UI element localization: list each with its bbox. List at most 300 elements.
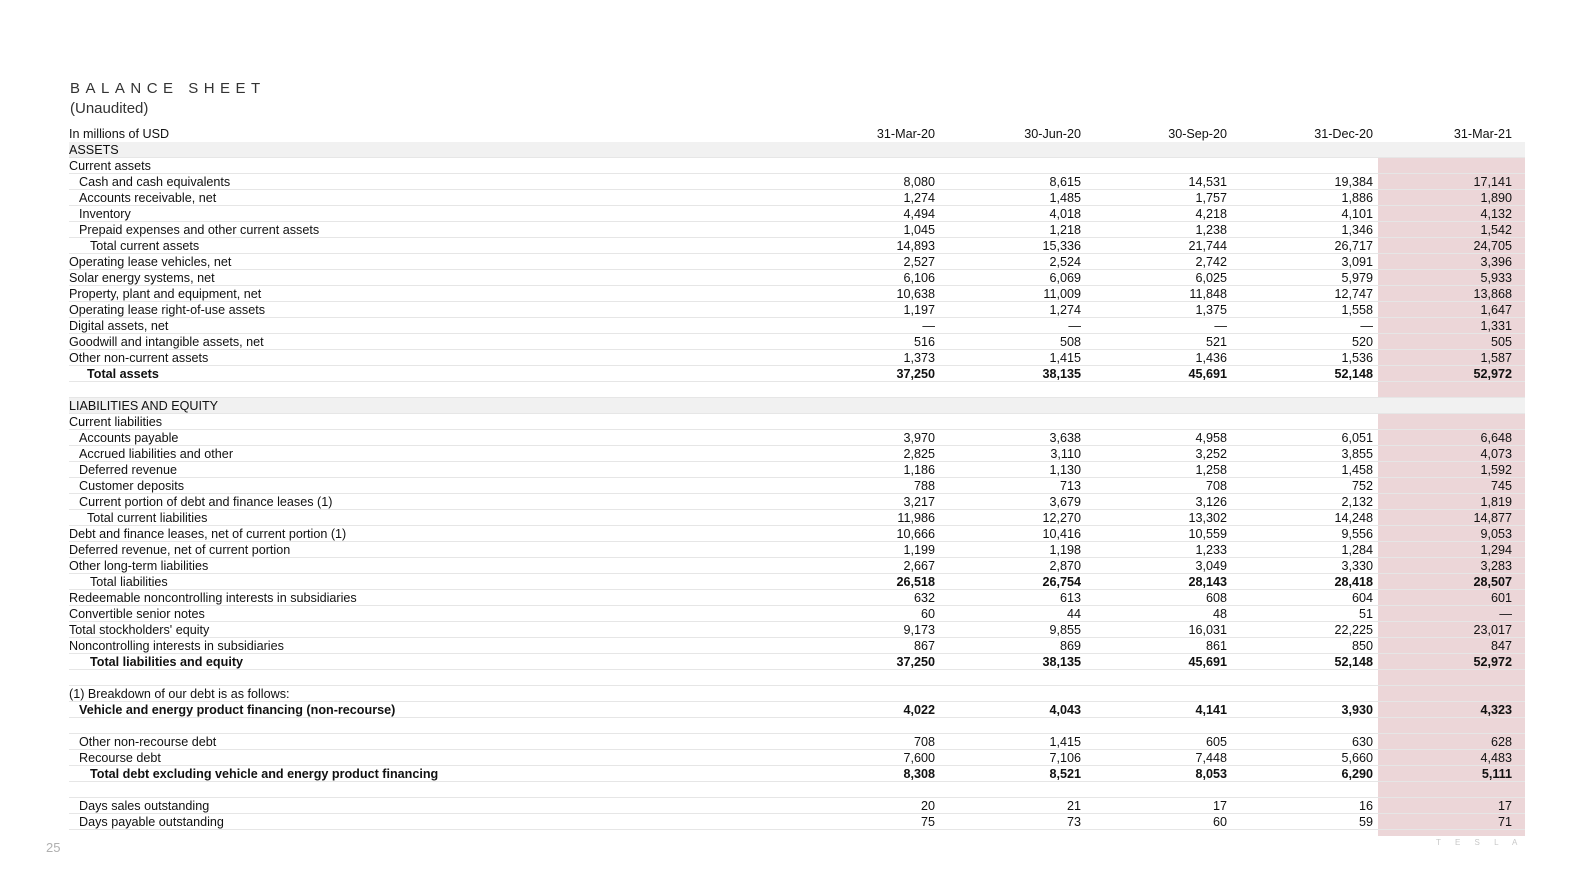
table-row — [69, 654, 1525, 670]
cell-value — [1373, 782, 1520, 797]
row-label: Debt and finance leases, net of current portion (1) — [69, 527, 347, 541]
cell-value: 22,225 — [1334, 623, 1373, 637]
cell-value: 24,705 — [1473, 239, 1512, 253]
cell-value: 60 — [1212, 815, 1227, 829]
cell-value: 15,336 — [1042, 239, 1081, 253]
table-row — [69, 190, 1525, 206]
cell-value: 6,069 — [1049, 271, 1081, 285]
table-row — [69, 622, 1525, 638]
cell-value: 1,198 — [1049, 543, 1081, 557]
cell-value: 5,111 — [1481, 767, 1512, 781]
table-row — [69, 814, 1525, 830]
cell-value: 17,141 — [1473, 175, 1512, 189]
cell-value — [1373, 686, 1520, 701]
table-spacer-row — [69, 670, 1525, 686]
table-row — [69, 766, 1525, 782]
column-header: 31-Mar-21 — [1453, 127, 1512, 141]
row-label: Current assets — [69, 159, 151, 173]
row-label: Goodwill and intangible assets, net — [69, 335, 264, 349]
row-label: Current liabilities — [69, 415, 163, 429]
brand-logo: T E S L A — [1436, 838, 1524, 847]
cell-value — [935, 670, 1081, 685]
cell-value — [1373, 414, 1520, 429]
cell-value: 44 — [1066, 607, 1081, 621]
cell-value: 1,186 — [903, 463, 935, 477]
cell-value — [789, 382, 935, 397]
cell-value: 3,049 — [1195, 559, 1227, 573]
cell-value: 3,638 — [1049, 431, 1081, 445]
cell-value: 45,691 — [1188, 367, 1227, 381]
cell-value: 4,101 — [1341, 207, 1373, 221]
cell-value: 2,132 — [1341, 495, 1373, 509]
cell-value — [1227, 718, 1373, 733]
cell-value: 10,666 — [896, 527, 935, 541]
row-label: Total stockholders' equity — [69, 623, 210, 637]
row-label: Total current assets — [90, 239, 200, 253]
cell-value — [1227, 670, 1373, 685]
cell-value: 9,556 — [1341, 527, 1373, 541]
cell-value: 38,135 — [1042, 655, 1081, 669]
cell-value: 16 — [1358, 799, 1373, 813]
cell-value: 71 — [1497, 815, 1512, 829]
row-label: Total liabilities and equity — [90, 655, 244, 669]
cell-value: 508 — [1059, 335, 1081, 349]
cell-value — [789, 414, 935, 429]
cell-value: — — [922, 319, 935, 333]
table-row — [69, 174, 1525, 190]
cell-value: 3,679 — [1049, 495, 1081, 509]
cell-value: 632 — [913, 591, 935, 605]
cell-value: 14,248 — [1334, 511, 1373, 525]
cell-value — [935, 718, 1081, 733]
cell-value: 14,531 — [1188, 175, 1227, 189]
cell-value: 14,877 — [1473, 511, 1512, 525]
cell-value — [935, 414, 1081, 429]
cell-value — [1227, 414, 1373, 429]
cell-value: 745 — [1490, 479, 1512, 493]
cell-value: 3,396 — [1480, 255, 1512, 269]
row-label — [69, 782, 789, 797]
row-label: Inventory — [79, 207, 131, 221]
table-row — [69, 702, 1525, 718]
cell-value: 7,448 — [1195, 751, 1227, 765]
cell-value — [789, 782, 935, 797]
cell-value — [1081, 670, 1227, 685]
cell-value: 2,524 — [1049, 255, 1081, 269]
cell-value: 1,436 — [1195, 351, 1227, 365]
cell-value: 3,283 — [1480, 559, 1512, 573]
cell-value: 708 — [913, 735, 935, 749]
row-label: Prepaid expenses and other current assets — [79, 223, 320, 237]
cell-value — [789, 686, 935, 701]
cell-value — [1081, 142, 1227, 157]
table-row — [69, 286, 1525, 302]
cell-value: 28,418 — [1334, 575, 1373, 589]
table-row — [69, 318, 1525, 334]
column-header: 31-Dec-20 — [1314, 127, 1373, 141]
cell-value: 3,252 — [1195, 447, 1227, 461]
row-label: Accrued liabilities and other — [79, 447, 234, 461]
cell-value: 3,330 — [1341, 559, 1373, 573]
cell-value: 3,217 — [903, 495, 935, 509]
cell-value: 13,302 — [1188, 511, 1227, 525]
cell-value: 605 — [1205, 735, 1227, 749]
cell-value — [1227, 142, 1373, 157]
cell-value: 8,615 — [1049, 175, 1081, 189]
cell-value: 7,106 — [1049, 751, 1081, 765]
table-row — [69, 638, 1525, 654]
cell-value: 1,197 — [903, 303, 935, 317]
row-label: Total debt excluding vehicle and energy product financing — [90, 767, 439, 781]
cell-value — [935, 382, 1081, 397]
cell-value: 75 — [920, 815, 935, 829]
cell-value: 1,592 — [1480, 463, 1512, 477]
table-row — [69, 302, 1525, 318]
cell-value: 8,053 — [1195, 767, 1227, 781]
cell-value: 13,868 — [1473, 287, 1512, 301]
cell-value — [935, 398, 1081, 413]
page-title: BALANCE SHEET — [70, 80, 266, 97]
cell-value: 1,284 — [1341, 543, 1373, 557]
row-label: Days payable outstanding — [79, 815, 224, 829]
cell-value: 4,132 — [1480, 207, 1512, 221]
cell-value: 867 — [913, 639, 935, 653]
cell-value: 1,045 — [903, 223, 935, 237]
cell-value: 12,270 — [1042, 511, 1081, 525]
table-row — [69, 414, 1525, 430]
cell-value: 5,979 — [1341, 271, 1373, 285]
cell-value: — — [1360, 319, 1373, 333]
cell-value: 1,199 — [903, 543, 935, 557]
cell-value: 2,870 — [1049, 559, 1081, 573]
cell-value: 1,647 — [1480, 303, 1512, 317]
cell-value: 4,483 — [1480, 751, 1512, 765]
cell-value: 4,323 — [1480, 703, 1512, 717]
cell-value: 601 — [1490, 591, 1512, 605]
cell-value — [935, 158, 1081, 173]
cell-value: 1,485 — [1049, 191, 1081, 205]
cell-value: 26,717 — [1334, 239, 1373, 253]
row-label — [69, 718, 789, 733]
cell-value: 520 — [1351, 335, 1373, 349]
cell-value — [789, 398, 935, 413]
row-label: Operating lease right-of-use assets — [69, 303, 266, 317]
cell-value: 869 — [1059, 639, 1081, 653]
cell-value: 752 — [1351, 479, 1373, 493]
row-label: Redeemable noncontrolling interests in subsidiaries — [69, 591, 357, 605]
cell-value: 5,660 — [1341, 751, 1373, 765]
cell-value: 1,373 — [903, 351, 935, 365]
cell-value: 4,022 — [903, 703, 935, 717]
cell-value — [1081, 414, 1227, 429]
cell-value: 4,494 — [903, 207, 935, 221]
row-label: Total liabilities — [90, 575, 168, 589]
units-label: In millions of USD — [69, 127, 170, 141]
cell-value: — — [1068, 319, 1081, 333]
cell-value: 17 — [1497, 799, 1512, 813]
table-spacer-row — [69, 382, 1525, 398]
cell-value — [1227, 686, 1373, 701]
cell-value — [1227, 398, 1373, 413]
cell-value: 10,638 — [896, 287, 935, 301]
cell-value: 14,893 — [896, 239, 935, 253]
cell-value: 1,458 — [1341, 463, 1373, 477]
table-row — [69, 270, 1525, 286]
cell-value: 516 — [913, 335, 935, 349]
cell-value: 4,018 — [1049, 207, 1081, 221]
row-label: Total assets — [87, 367, 159, 381]
cell-value: 850 — [1351, 639, 1373, 653]
column-header: 30-Jun-20 — [1024, 127, 1081, 141]
table-row — [69, 446, 1525, 462]
cell-value — [789, 158, 935, 173]
cell-value: 21,744 — [1188, 239, 1227, 253]
cell-value: 1,258 — [1195, 463, 1227, 477]
cell-value: 4,958 — [1195, 431, 1227, 445]
cell-value: 1,415 — [1049, 351, 1081, 365]
cell-value: 3,970 — [903, 431, 935, 445]
table-row — [69, 206, 1525, 222]
cell-value: 1,331 — [1480, 319, 1512, 333]
row-label: Other long-term liabilities — [69, 559, 209, 573]
row-label: Accounts receivable, net — [79, 191, 217, 205]
cell-value: 2,667 — [903, 559, 935, 573]
cell-value — [1373, 670, 1520, 685]
cell-value: 505 — [1490, 335, 1512, 349]
cell-value: 1,274 — [903, 191, 935, 205]
table-row — [69, 366, 1525, 382]
cell-value: 60 — [920, 607, 935, 621]
cell-value: 8,308 — [903, 767, 935, 781]
cell-value — [1227, 158, 1373, 173]
row-label: Total current liabilities — [87, 511, 208, 525]
row-label: Other non-current assets — [69, 351, 209, 365]
cell-value: 6,025 — [1195, 271, 1227, 285]
cell-value: 2,742 — [1195, 255, 1227, 269]
cell-value: 19,384 — [1334, 175, 1373, 189]
cell-value: 17 — [1212, 799, 1227, 813]
cell-value — [1081, 782, 1227, 797]
cell-value: 45,691 — [1188, 655, 1227, 669]
cell-value: 1,558 — [1341, 303, 1373, 317]
cell-value: 1,238 — [1195, 223, 1227, 237]
row-label: Solar energy systems, net — [69, 271, 215, 285]
table-row — [69, 222, 1525, 238]
row-label: Deferred revenue — [79, 463, 178, 477]
cell-value: 628 — [1490, 735, 1512, 749]
cell-value — [1373, 718, 1520, 733]
cell-value: 38,135 — [1042, 367, 1081, 381]
row-label: Customer deposits — [79, 479, 184, 493]
cell-value — [1081, 718, 1227, 733]
table-row — [69, 606, 1525, 622]
cell-value — [1081, 398, 1227, 413]
cell-value: 2,825 — [903, 447, 935, 461]
cell-value — [1227, 782, 1373, 797]
table-row — [69, 510, 1525, 526]
table-row — [69, 254, 1525, 270]
cell-value: 847 — [1490, 639, 1512, 653]
cell-value: 4,141 — [1195, 703, 1227, 717]
cell-value: 788 — [913, 479, 935, 493]
cell-value: 6,290 — [1341, 767, 1373, 781]
table-row — [69, 798, 1525, 814]
cell-value: 1,415 — [1049, 735, 1081, 749]
table-row — [69, 158, 1525, 174]
cell-value — [935, 782, 1081, 797]
cell-value — [1081, 686, 1227, 701]
cell-value: — — [1214, 319, 1227, 333]
cell-value: 1,542 — [1480, 223, 1512, 237]
cell-value: 1,886 — [1341, 191, 1373, 205]
row-label: LIABILITIES AND EQUITY — [69, 398, 789, 413]
cell-value: 23,017 — [1473, 623, 1512, 637]
cell-value: 21 — [1066, 799, 1081, 813]
table-header-row — [69, 126, 1525, 142]
row-label: Convertible senior notes — [69, 607, 205, 621]
cell-value: 3,091 — [1341, 255, 1373, 269]
cell-value: 16,031 — [1188, 623, 1227, 637]
page-subtitle: (Unaudited) — [70, 100, 149, 117]
table-row — [69, 558, 1525, 574]
cell-value: 48 — [1212, 607, 1227, 621]
table-spacer-row — [69, 718, 1525, 734]
cell-value — [1081, 158, 1227, 173]
cell-value — [789, 142, 935, 157]
cell-value: 4,043 — [1049, 703, 1081, 717]
cell-value: 5,933 — [1480, 271, 1512, 285]
cell-value: 1,233 — [1195, 543, 1227, 557]
row-label: Deferred revenue, net of current portion — [69, 543, 291, 557]
row-label: Days sales outstanding — [79, 799, 210, 813]
cell-value: 9,855 — [1049, 623, 1081, 637]
cell-value: 59 — [1358, 815, 1373, 829]
cell-value: 11,848 — [1189, 287, 1227, 301]
cell-value: 28,507 — [1473, 575, 1512, 589]
cell-value: 52,148 — [1334, 367, 1373, 381]
cell-value: 1,587 — [1480, 351, 1512, 365]
table-row — [69, 462, 1525, 478]
row-label: Digital assets, net — [69, 319, 169, 333]
cell-value: 37,250 — [896, 367, 935, 381]
row-label: Cash and cash equivalents — [79, 175, 231, 189]
table-row — [69, 686, 1525, 702]
cell-value: 8,521 — [1049, 767, 1081, 781]
table-body — [69, 142, 1525, 830]
cell-value: 608 — [1205, 591, 1227, 605]
cell-value: 1,536 — [1341, 351, 1373, 365]
cell-value: 73 — [1066, 815, 1081, 829]
cell-value: 6,051 — [1341, 431, 1373, 445]
cell-value: 4,073 — [1480, 447, 1512, 461]
row-label: Property, plant and equipment, net — [69, 287, 262, 301]
cell-value: 708 — [1205, 479, 1227, 493]
cell-value: 861 — [1205, 639, 1227, 653]
cell-value: 6,648 — [1480, 431, 1512, 445]
cell-value: 28,143 — [1188, 575, 1227, 589]
cell-value: 26,754 — [1042, 575, 1081, 589]
row-label: Vehicle and energy product financing (non-recourse) — [79, 703, 396, 717]
column-header: 30-Sep-20 — [1168, 127, 1227, 141]
cell-value — [789, 718, 935, 733]
cell-value: 1,757 — [1195, 191, 1227, 205]
table-row — [69, 526, 1525, 542]
cell-value: 10,559 — [1188, 527, 1227, 541]
cell-value: 10,416 — [1042, 527, 1081, 541]
cell-value: 521 — [1205, 335, 1227, 349]
row-label: Operating lease vehicles, net — [69, 255, 232, 269]
cell-value: 1,130 — [1049, 463, 1081, 477]
row-label: Accounts payable — [79, 431, 179, 445]
table-row — [69, 574, 1525, 590]
table-row — [69, 542, 1525, 558]
table-row — [69, 238, 1525, 254]
cell-value: 3,930 — [1341, 703, 1373, 717]
row-label: Recourse debt — [79, 751, 161, 765]
balance-sheet-table — [69, 126, 1525, 830]
cell-value: 1,346 — [1341, 223, 1373, 237]
row-label — [69, 670, 789, 685]
cell-value: 630 — [1351, 735, 1373, 749]
cell-value: 3,110 — [1050, 447, 1081, 461]
cell-value — [935, 142, 1081, 157]
row-label: Noncontrolling interests in subsidiaries — [69, 639, 284, 653]
cell-value: 1,819 — [1480, 495, 1512, 509]
table-row — [69, 398, 1525, 414]
cell-value: 1,890 — [1480, 191, 1512, 205]
table-row — [69, 350, 1525, 366]
table-row — [69, 334, 1525, 350]
cell-value — [1373, 142, 1520, 157]
cell-value: 52,972 — [1473, 655, 1512, 669]
table-row — [69, 734, 1525, 750]
cell-value: 604 — [1351, 591, 1373, 605]
row-label: Other non-recourse debt — [79, 735, 217, 749]
cell-value: 51 — [1358, 607, 1373, 621]
table-row — [69, 750, 1525, 766]
cell-value — [1227, 382, 1373, 397]
cell-value: 613 — [1059, 591, 1081, 605]
cell-value: 6,106 — [903, 271, 935, 285]
table-row — [69, 142, 1525, 158]
cell-value: 11,009 — [1043, 287, 1081, 301]
cell-value: 11,986 — [897, 511, 935, 525]
page-number: 25 — [46, 840, 61, 855]
table-row — [69, 430, 1525, 446]
cell-value: 9,173 — [903, 623, 935, 637]
cell-value: — — [1499, 607, 1512, 621]
cell-value: 52,148 — [1334, 655, 1373, 669]
cell-value: 9,053 — [1480, 527, 1512, 541]
cell-value: 3,126 — [1195, 495, 1227, 509]
cell-value — [1081, 382, 1227, 397]
cell-value: 52,972 — [1473, 367, 1512, 381]
table-row — [69, 590, 1525, 606]
cell-value: 20 — [920, 799, 935, 813]
cell-value: 37,250 — [896, 655, 935, 669]
cell-value — [935, 686, 1081, 701]
cell-value: 713 — [1059, 479, 1081, 493]
cell-value: 1,375 — [1195, 303, 1227, 317]
cell-value: 3,855 — [1341, 447, 1373, 461]
column-header: 31-Mar-20 — [876, 127, 935, 141]
cell-value: 1,218 — [1049, 223, 1081, 237]
cell-value: 7,600 — [903, 751, 935, 765]
cell-value — [1373, 398, 1520, 413]
row-label: ASSETS — [69, 142, 789, 157]
cell-value: 12,747 — [1334, 287, 1373, 301]
table-row — [69, 478, 1525, 494]
